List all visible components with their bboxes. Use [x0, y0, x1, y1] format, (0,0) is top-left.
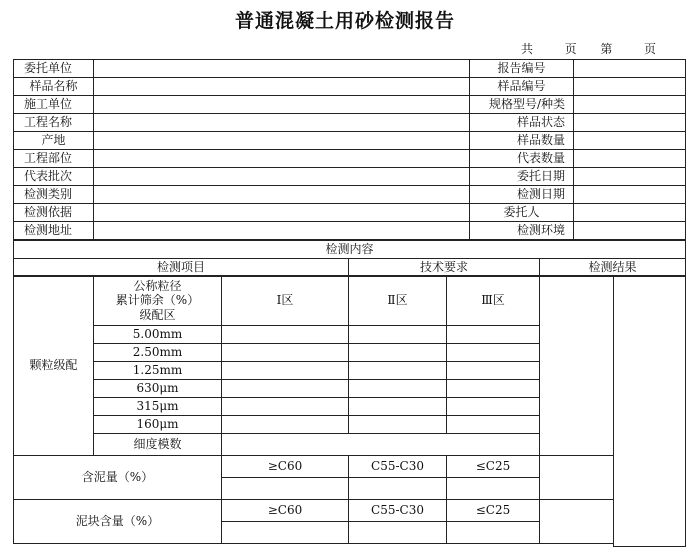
zone-value-cell[interactable]: [348, 379, 447, 398]
info-label-left: 产地: [14, 132, 94, 150]
grading-header-line: 级配区: [139, 307, 176, 322]
info-label-left: 代表批次: [14, 168, 94, 186]
mud-label: 含泥量（%）: [13, 455, 222, 500]
clay_lump-label: 泥块含量（%）: [13, 499, 222, 544]
clay_lump-grade: ≤C25: [446, 499, 540, 522]
info-row: [14, 114, 686, 132]
info-label-left: 检测类别: [14, 186, 94, 204]
col-requirement-header: 技术要求: [349, 259, 540, 277]
fineness-value-cell[interactable]: [221, 433, 540, 456]
mud-grade-value[interactable]: [446, 477, 540, 500]
zone-value-cell[interactable]: [446, 343, 540, 362]
info-value-right[interactable]: [574, 150, 686, 168]
mud-grade-value[interactable]: [221, 477, 349, 500]
info-value-left[interactable]: [94, 222, 470, 240]
info-row: [14, 150, 686, 168]
sieve-size: 5.00mm: [93, 325, 222, 344]
info-value-right[interactable]: [574, 132, 686, 150]
zone-value-cell[interactable]: [221, 361, 349, 380]
sieve-size: 2.50mm: [93, 343, 222, 362]
info-value-right[interactable]: [574, 78, 686, 96]
info-label-right: 委托人: [470, 204, 574, 222]
grading-header-line: 公称粒径: [133, 278, 182, 293]
info-label-left: 样品名称: [14, 78, 94, 96]
zone-value-cell[interactable]: [446, 379, 540, 398]
zone-value-cell[interactable]: [348, 415, 447, 434]
zone-header: Ⅲ区: [446, 275, 540, 326]
mud-grade: ≥C60: [221, 455, 349, 478]
zone-value-cell[interactable]: [348, 361, 447, 380]
zone-value-cell[interactable]: [348, 343, 447, 362]
clay_lump-grade-value[interactable]: [446, 521, 540, 544]
col-item-header: 检测项目: [14, 259, 349, 277]
info-value-right[interactable]: [574, 186, 686, 204]
clay_lump-grade-value[interactable]: [221, 521, 349, 544]
info-row: [14, 204, 686, 222]
sieve-size: 1.25mm: [93, 361, 222, 380]
info-label-right: 样品数量: [470, 132, 574, 150]
clay_lump-grade-value[interactable]: [348, 521, 447, 544]
info-row: [14, 78, 686, 96]
judgement-cell[interactable]: [613, 275, 686, 547]
zone-value-cell[interactable]: [348, 325, 447, 344]
info-row: [14, 60, 686, 78]
info-value-left[interactable]: [94, 60, 470, 78]
zone-value-cell[interactable]: [446, 361, 540, 380]
mud-grade: ≤C25: [446, 455, 540, 478]
info-table: [13, 59, 686, 240]
sieve-size: 630μm: [93, 379, 222, 398]
fineness-label: 细度模数: [93, 433, 222, 456]
grading-header-line: 累计筛余（%）: [115, 293, 200, 308]
info-row: [14, 96, 686, 114]
info-value-left[interactable]: [94, 96, 470, 114]
zone-value-cell[interactable]: [221, 325, 349, 344]
current-label: 第: [600, 42, 613, 56]
grading-result-cell[interactable]: [539, 275, 614, 456]
info-label-left: 委托单位: [14, 60, 94, 78]
zone-value-cell[interactable]: [221, 415, 349, 434]
info-value-left[interactable]: [94, 132, 470, 150]
info-value-left[interactable]: [94, 168, 470, 186]
info-label-left: 检测依据: [14, 204, 94, 222]
info-label-right: 样品状态: [470, 114, 574, 132]
grading-header: [93, 275, 222, 326]
mud-grade-value[interactable]: [348, 477, 447, 500]
info-row: [14, 132, 686, 150]
zone-header: Ⅱ区: [348, 275, 447, 326]
info-value-right[interactable]: [574, 168, 686, 186]
zone-value-cell[interactable]: [221, 397, 349, 416]
info-label-right: 样品编号: [470, 78, 574, 96]
clay_lump-grade: C55-C30: [348, 499, 447, 522]
info-label-left: 施工单位: [14, 96, 94, 114]
info-label-right: 检测环境: [470, 222, 574, 240]
info-value-left[interactable]: [94, 150, 470, 168]
zone-value-cell[interactable]: [446, 397, 540, 416]
info-value-left[interactable]: [94, 204, 470, 222]
info-label-right: 检测日期: [470, 186, 574, 204]
zone-value-cell[interactable]: [221, 343, 349, 362]
info-label-right: 代表数量: [470, 150, 574, 168]
grading-label: 颗粒级配: [13, 275, 94, 456]
page-unit-label-2: 页: [643, 42, 656, 56]
total-label: 共: [520, 42, 533, 56]
info-label-left: 工程名称: [14, 114, 94, 132]
info-row: [14, 168, 686, 186]
mud-result[interactable]: [539, 455, 614, 500]
zone-header: Ⅰ区: [221, 275, 349, 326]
info-value-right[interactable]: [574, 60, 686, 78]
info-value-right[interactable]: [574, 204, 686, 222]
info-value-right[interactable]: [574, 114, 686, 132]
info-label-left: 检测地址: [14, 222, 94, 240]
info-label-left: 工程部位: [14, 150, 94, 168]
zone-value-cell[interactable]: [221, 379, 349, 398]
col-result-header: 检测结果: [540, 259, 686, 277]
page-unit-label: 页: [564, 42, 577, 56]
sieve-size: 315μm: [93, 397, 222, 416]
info-row: [14, 222, 686, 240]
info-value-left[interactable]: [94, 78, 470, 96]
info-value-right[interactable]: [574, 222, 686, 240]
zone-value-cell[interactable]: [446, 325, 540, 344]
sieve-size: 160μm: [93, 415, 222, 434]
info-value-left[interactable]: [94, 186, 470, 204]
info-row: [14, 186, 686, 204]
info-label-right: 委托日期: [470, 168, 574, 186]
info-value-right[interactable]: [574, 96, 686, 114]
mud-grade: C55-C30: [348, 455, 447, 478]
info-value-left[interactable]: [94, 114, 470, 132]
info-label-right: 报告编号: [470, 60, 574, 78]
section-title: 检测内容: [14, 241, 686, 259]
page-title: 普通混凝土用砂检测报告: [234, 10, 455, 32]
info-label-right: 规格型号/种类: [470, 96, 574, 114]
clay_lump-result[interactable]: [539, 499, 614, 544]
zone-value-cell[interactable]: [348, 397, 447, 416]
page-info: [521, 40, 656, 57]
clay_lump-grade: ≥C60: [221, 499, 349, 522]
zone-value-cell[interactable]: [446, 415, 540, 434]
content-table: [13, 240, 686, 277]
